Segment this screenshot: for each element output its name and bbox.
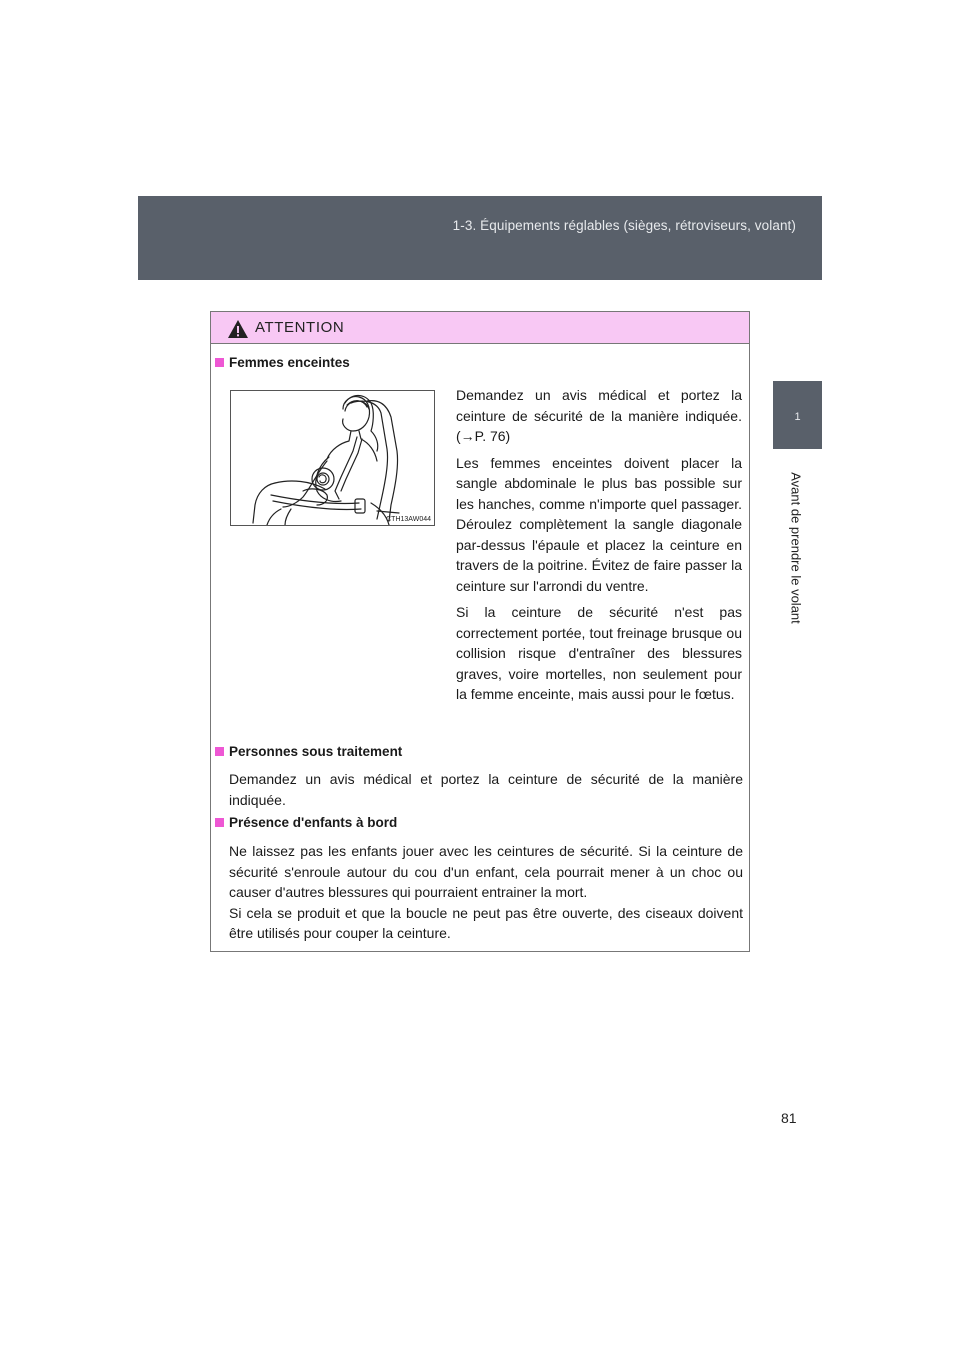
paragraph: Demandez un avis médical et portez la ceinture de sécurité de la manière indiquée. (→P. 76) [456,387,742,444]
chapter-tab [773,381,822,449]
square-bullet-icon [215,747,224,756]
pregnant-seatbelt-illustration [230,390,435,526]
section-title-personnes-sous-traitement: Personnes sous traitement [215,744,402,759]
chapter-header [138,196,822,280]
section-body-femmes-enceintes [456,385,742,705]
pregnant-woman-seatbelt-drawing [231,391,434,525]
paragraph: Si cela se produit et que la boucle ne peut pas être ouverte, des ciseaux doivent être utilisés pour couper la ceinture. [229,904,743,941]
warning-header [211,312,749,344]
paragraph: Si la ceinture de sécurité n'est pas correctement portée, tout freinage brusque ou collision risque d'entraîner des blessures graves, voire mortelles, non seulement pour la femme enceinte, mais aussi pour le fœtus. [456,604,742,702]
warning-box [210,311,750,952]
section-title-presence-enfants: Présence d'enfants à bord [215,815,397,830]
illustration-code: CTH13AW044 [386,516,431,523]
warning-title: ATTENTION [255,319,345,336]
square-bullet-icon [215,358,224,367]
paragraph: Demandez un avis médical et portez la ceinture de sécurité de la manière indiquée. [229,771,743,808]
section-body-personnes-sous-traitement [229,769,743,810]
section-body-presence-enfants [229,841,743,944]
chapter-number: 1 [794,411,801,423]
section-title-femmes-enceintes: Femmes enceintes [215,355,350,370]
chapter-title: 1-3. Équipements réglables (sièges, rétroviseurs, volant) [452,218,796,233]
chapter-side-label: Avant de prendre le volant [788,472,804,624]
page-number: 81 [781,1110,797,1126]
paragraph: Les femmes enceintes doivent placer la sangle abdominale le plus bas possible sur les hanches, comme n'importe quel passager. Déroulez complètement la sangle diagonale par-dessus l'épaule et placez la ceinture en travers de la poitrine. Évitez de faire passer la ceinture sur l'arrondi du ventre. [456,454,742,594]
warning-triangle-icon [227,319,249,339]
square-bullet-icon [215,818,224,827]
paragraph: Ne laissez pas les enfants jouer avec les ceintures de sécurité. Si la ceinture de sécurité s'enroule autour du cou d'un enfant, cela pourrait mener à un choc ou causer d'autres blessures qui pourraient entrainer la mort. [229,843,743,900]
